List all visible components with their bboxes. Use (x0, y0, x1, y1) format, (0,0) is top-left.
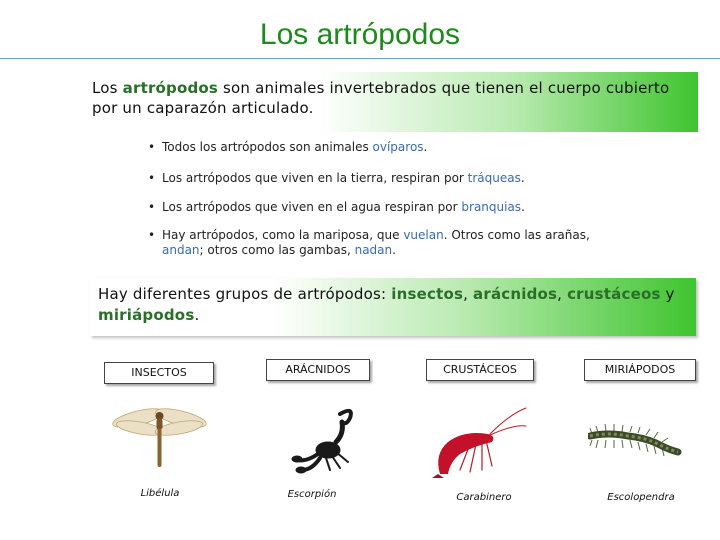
groups-prefix: Hay diferentes grupos de artrópodos: (98, 285, 392, 303)
caption-carabinero: Carabinero (456, 492, 512, 503)
fact-item (148, 171, 608, 186)
shrimp-icon (430, 404, 530, 480)
caption-escorpion: Escorpión (287, 489, 337, 500)
groups-sep: , (557, 285, 568, 303)
facts-list (148, 140, 608, 258)
label-aracnidos: ARÁCNIDOS (266, 359, 370, 381)
caption-libelula: Libélula (140, 488, 180, 499)
fact-keyword: branquias (461, 200, 522, 214)
fact-keyword: nadan (354, 243, 393, 257)
fact-item (148, 140, 608, 155)
page-title: Los artrópodos (259, 18, 461, 51)
fact-end: . (520, 171, 525, 185)
label-insectos: INSECTOS (104, 362, 214, 384)
dragonfly-icon (112, 398, 207, 470)
fact-text: Los artrópodos que viven en la tierra, respiran por (162, 171, 468, 185)
groups-end: . (194, 306, 200, 324)
centipede-icon (588, 418, 684, 458)
fact-text: . Otros como las arañas, (443, 228, 590, 242)
group-crustaceos: crustáceos (567, 285, 661, 303)
fact-keyword: andan (162, 243, 200, 257)
intro-prefix: Los (92, 79, 123, 97)
fact-text: Los artrópodos que viven en el agua respiran por (162, 200, 462, 214)
fact-keyword: tráqueas (467, 171, 521, 185)
group-insectos: insectos (391, 285, 464, 303)
fact-item (148, 228, 608, 258)
label-crustaceos: CRUSTÁCEOS (426, 359, 534, 381)
fact-end: . (423, 140, 428, 154)
fact-keyword: ovíparos (372, 140, 424, 154)
intro-definition-box (84, 72, 698, 132)
groups-sep: , (463, 285, 474, 303)
groups-sep: y (660, 285, 675, 303)
intro-highlight: artrópodos (122, 79, 219, 97)
fact-text: Todos los artrópodos son animales (162, 140, 373, 154)
fact-keyword: vuelan (403, 228, 444, 242)
fact-text: Hay artrópodos, como la mariposa, que (162, 228, 404, 242)
group-aracnidos: arácnidos (473, 285, 558, 303)
label-miriapodos: MIRIÁPODOS (584, 359, 696, 381)
fact-text: ; otros como las gambas, (199, 243, 355, 257)
fact-end: . (392, 243, 396, 257)
caption-escolopendra: Escolopendra (607, 492, 675, 503)
groups-box (90, 278, 696, 336)
intro-suffix: son animales invertebrados que tienen el cuerpo cubierto por un caparazón articulado. (92, 79, 670, 117)
title-divider (0, 58, 720, 59)
fact-end: . (521, 200, 525, 214)
scorpion-icon (288, 404, 368, 476)
group-miriapodos: miriápodos (98, 306, 195, 324)
fact-item (148, 200, 608, 215)
